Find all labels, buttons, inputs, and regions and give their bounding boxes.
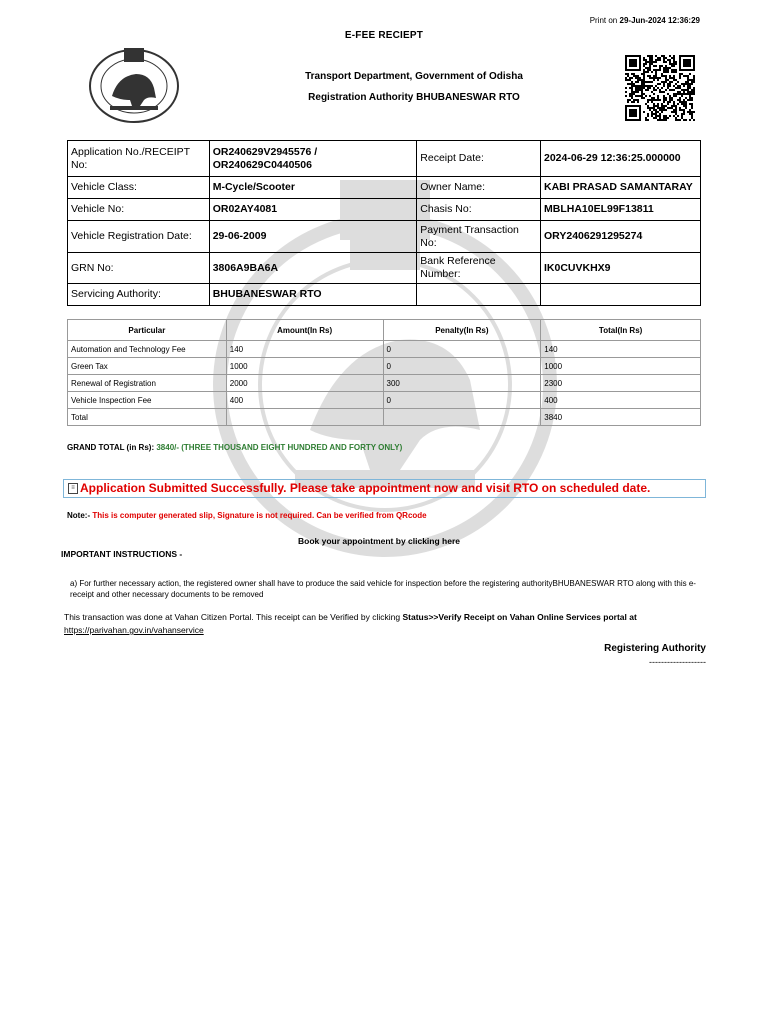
application-value-line1: OR240629V2945576 / [212, 145, 318, 158]
print-datetime: 29-Jun-2024 12:36:29 [619, 16, 700, 25]
fee-particular: Renewal of Registration [68, 375, 227, 392]
registration-authority: Registration Authority BHUBANESWAR RTO [308, 92, 520, 103]
receipt-date-value: 2024-06-29 12:36:25.000000 [541, 141, 701, 177]
bank-ref-value: IK0CUVKHX9 [541, 253, 701, 284]
success-message: Application Submitted Successfully. Please take appointment now and visit RTO on scheduled date. [80, 481, 651, 495]
table-row [68, 409, 701, 426]
print-prefix: Print on [589, 16, 618, 25]
vehicle-class-label: Vehicle Class: [68, 177, 210, 199]
payment-txn-value: ORY2406291295274 [541, 221, 701, 253]
fee-total: 3840 [541, 409, 701, 426]
vahan-service-link[interactable]: https://parivahan.gov.in/vahanservice [64, 625, 204, 635]
fee-total: 140 [541, 341, 701, 358]
fee-amount [226, 409, 383, 426]
fee-amount: 140 [226, 341, 383, 358]
info-row [68, 141, 701, 177]
chasis-no-label: Chasis No: [417, 199, 541, 221]
grn-value: 3806A9BA6A [209, 253, 417, 284]
transaction-info [64, 611, 714, 637]
grand-total-value: 3840/- (THREE THOUSAND EIGHT HUNDRED AND FORTY ONLY) [156, 443, 403, 452]
info-row [68, 199, 701, 221]
fee-header-particular: Particular [68, 320, 227, 341]
fee-particular: Green Tax [68, 358, 227, 375]
fee-penalty: 0 [383, 358, 541, 375]
vehicle-info-table [67, 140, 701, 306]
vehicle-no-value: OR02AY4081 [209, 199, 417, 221]
application-value [209, 141, 417, 177]
receipt-title: E-FEE RECIEPT [344, 30, 424, 41]
info-row [68, 253, 701, 284]
chasis-no-value: MBLHA10EL99F13811 [541, 199, 701, 221]
table-row [68, 341, 701, 358]
fee-penalty [383, 409, 541, 426]
odisha-emblem-icon [86, 44, 182, 124]
instructions-heading: IMPORTANT INSTRUCTIONS - [61, 549, 183, 559]
servicing-label: Servicing Authority: [68, 284, 210, 306]
registering-authority-label: Registering Authority [604, 643, 706, 654]
signature-line: ------------------- [649, 657, 706, 667]
fee-amount: 400 [226, 392, 383, 409]
fee-penalty: 0 [383, 341, 541, 358]
fee-header-row [68, 320, 701, 341]
fee-particular: Total [68, 409, 227, 426]
fee-total: 1000 [541, 358, 701, 375]
qr-code-icon [625, 55, 695, 121]
message-icon: ≡ [68, 483, 78, 494]
fee-header-penalty: Penalty(In Rs) [383, 320, 541, 341]
info-row [68, 221, 701, 253]
success-message-box [63, 479, 706, 498]
info-row [68, 284, 701, 306]
servicing-value: BHUBANESWAR RTO [209, 284, 417, 306]
department-name: Transport Department, Government of Odisha [305, 71, 523, 82]
fee-total: 400 [541, 392, 701, 409]
receipt-date-label: Receipt Date: [417, 141, 541, 177]
print-timestamp [590, 16, 700, 25]
note [67, 511, 427, 520]
table-row [68, 358, 701, 375]
reg-date-value: 29-06-2009 [209, 221, 417, 253]
info-row [68, 177, 701, 199]
application-value-line2: OR240629C0440506 [212, 158, 312, 171]
fee-table [67, 319, 701, 426]
fee-penalty: 0 [383, 392, 541, 409]
book-appointment-link[interactable]: Book your appointment by clicking here [298, 536, 460, 546]
grn-label: GRN No: [68, 253, 210, 284]
vehicle-class-value: M-Cycle/Scooter [209, 177, 417, 199]
vehicle-no-label: Vehicle No: [68, 199, 210, 221]
empty-cell [541, 284, 701, 306]
fee-penalty: 300 [383, 375, 541, 392]
fee-total: 2300 [541, 375, 701, 392]
fee-particular: Vehicle Inspection Fee [68, 392, 227, 409]
table-row [68, 392, 701, 409]
fee-header-amount: Amount(In Rs) [226, 320, 383, 341]
instruction-item-a: a) For further necessary action, the registered owner shall have to produce the said vehicle for inspection before the registering authorityBHUBANESWAR RTO along with this e-receipt and other necessary documents to be removed [70, 579, 696, 599]
reg-date-label: Vehicle Registration Date: [68, 221, 210, 253]
fee-header-total: Total(In Rs) [541, 320, 701, 341]
owner-name-label: Owner Name: [417, 177, 541, 199]
table-row [68, 375, 701, 392]
fee-particular: Automation and Technology Fee [68, 341, 227, 358]
transaction-text: This transaction was done at Vahan Citizen Portal. This receipt can be Verified by clicking [64, 612, 401, 622]
fee-amount: 1000 [226, 358, 383, 375]
grand-total [67, 443, 402, 452]
application-label: Application No./RECEIPT No: [68, 141, 210, 177]
note-text: This is computer generated slip, Signature is not required. Can be verified from QRcode [92, 511, 427, 520]
bank-ref-label: Bank Reference Number: [417, 253, 541, 284]
payment-txn-label: Payment Transaction No: [417, 221, 541, 253]
empty-cell [417, 284, 541, 306]
grand-total-label: GRAND TOTAL (in Rs): [67, 443, 155, 452]
transaction-bold: Status>>Verify Receipt on Vahan Online Services portal at [402, 612, 637, 622]
note-label: Note:- [67, 511, 91, 520]
fee-amount: 2000 [226, 375, 383, 392]
owner-name-value: KABI PRASAD SAMANTARAY [541, 177, 701, 199]
